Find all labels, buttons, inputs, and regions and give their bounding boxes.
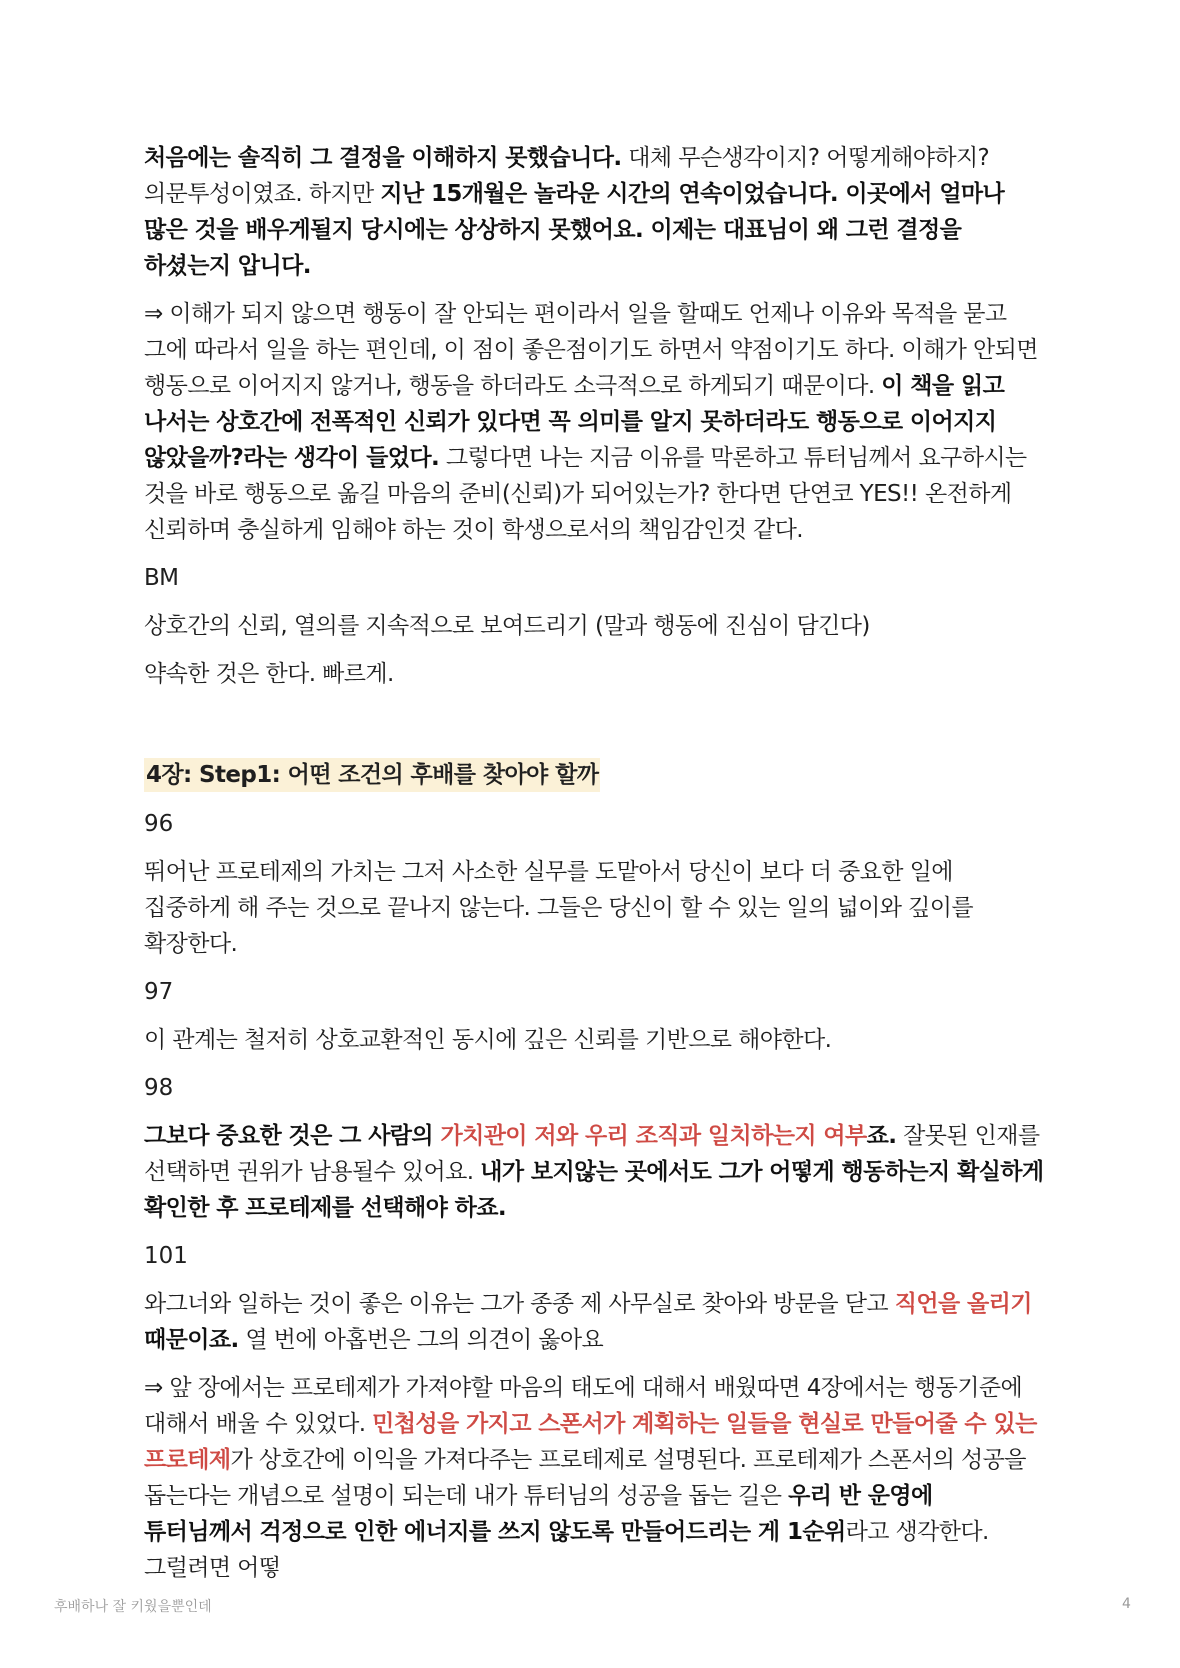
text: 와그너와 일하는 것이 좋은 이유는 그가 종종 제 사무실로 찾아와 방문을 닫고 (144, 1291, 895, 1317)
page-number: 4 (1122, 1596, 1131, 1612)
text: 그렇다면 나는 지금 이유를 막론하고 튜터님께서 요구하시는 것을 바로 행동으로 옮길 마음의 준비(신뢰)가 되어있는가? 한다면 단연코 YES!! 온전하게 신뢰하며 충실하게 임해야 하는 것이 학생으로서의 책임감인것 같다. (144, 445, 1027, 543)
bm-line-1: 상호간의 신뢰, 열의를 지속적으로 보여드리기 (말과 행동에 진심이 담긴다) (144, 613, 870, 639)
text: 가 상호간에 이익을 가져다주는 프로테제로 설명된다. 프로테제가 스폰서의 성공을 돕는다는 개념으로 설명이 되는데 내가 튜터님의 성공을 돕는 길은 (144, 1447, 1026, 1509)
document-body (144, 140, 1044, 1598)
bold-text: 죠. (866, 1123, 897, 1149)
text: 열 번에 아홉번은 그의 의견이 옳아요 (238, 1327, 604, 1353)
footer-title: 후배하나 잘 키웠을뿐인데 (54, 1599, 212, 1615)
quote-96: 뛰어난 프로테제의 가치는 그저 사소한 실무를 도맡아서 당신이 보다 더 중요한 일에 집중하게 해 주는 것으로 끝나지 않는다. 그들은 당신이 할 수 있는 일의 넓이와 깊이를 확장한다. (144, 859, 973, 957)
highlight-text: 민첩성을 가지고 스폰서가 계획하는 일들을 현실로 만들어줄 수 있는 프로테제 (144, 1411, 1037, 1473)
bm-label: BM (144, 565, 179, 591)
quote-101 (144, 1286, 1044, 1358)
text: 라고 생각한다. 그럴려면 어떻 (144, 1519, 989, 1581)
paragraph-1 (144, 140, 1044, 284)
text: ⇒ 이해가 되지 않으면 행동이 잘 안되는 편이라서 일을 할때도 언제나 이유와 목적을 묻고 그에 따라서 일을 하는 편인데, 이 점이 좋은점이기도 하면서 약점이기도 하다. 이해가 안되면 행동으로 이어지지 않거나, 행동을 하더라도 소극적으로 하게되기 때문이다. (144, 301, 1038, 399)
page-ref-97: 97 (144, 979, 174, 1005)
page-ref-96: 96 (144, 811, 174, 837)
page-ref-98: 98 (144, 1075, 174, 1101)
bold-text: 그보다 중요한 것은 그 사람의 (144, 1123, 441, 1149)
highlight-text: 직언을 올리기 (894, 1291, 1032, 1317)
bold-text: 이 책을 읽고 나서는 상호간에 전폭적인 신뢰가 있다면 꼭 의미를 알지 못하더라도 행동으로 이어지지 않았을까?라는 생각이 들었다. (144, 373, 1005, 471)
page-ref-101: 101 (144, 1243, 188, 1269)
bold-text: 지난 15개월은 놀라운 시간의 연속이었습니다. 이곳에서 얼마나 많은 것을 배우게될지 당시에는 상상하지 못했어요. 이제는 대표님이 왜 그런 결정을 하셨는지 압니다. (144, 181, 1005, 279)
text: ⇒ 앞 장에서는 프로테제가 가져야할 마음의 태도에 대해서 배웠따면 4장에서는 행동기준에 대해서 배울 수 있었다. (144, 1375, 1023, 1437)
reflection-paragraph (144, 1370, 1044, 1586)
bold-text: 우리 반 운영에 튜터님께서 걱정으로 인한 에너지를 쓰지 않도록 만들어드리는 게 1순위 (144, 1483, 933, 1545)
bold-text: 내가 보지않는 곳에서도 그가 어떻게 행동하는지 확실하게 확인한 후 프로테제를 선택해야 하죠. (144, 1159, 1044, 1221)
quote-98 (144, 1118, 1044, 1226)
bold-text: 처음에는 솔직히 그 결정을 이해하지 못했습니다. (144, 145, 622, 171)
text: 대체 무슨생각이지? 어떻게해야하지? 의문투성이였죠. 하지만 (144, 145, 990, 207)
quote-97: 이 관계는 철저히 상호교환적인 동시에 깊은 신뢰를 기반으로 해야한다. (144, 1027, 832, 1053)
text: 잘못된 인재를 선택하면 권위가 남용될수 있어요. (144, 1123, 1040, 1185)
bold-text: 때문이죠. (144, 1327, 239, 1353)
bm-line-2: 약속한 것은 한다. 빠르게. (144, 661, 394, 687)
chapter-heading: 4장: Step1: 어떤 조건의 후배를 찾아야 할까 (144, 758, 600, 792)
paragraph-2 (144, 296, 1044, 548)
highlight-text: 가치관이 저와 우리 조직과 일치하는지 여부 (440, 1123, 867, 1149)
